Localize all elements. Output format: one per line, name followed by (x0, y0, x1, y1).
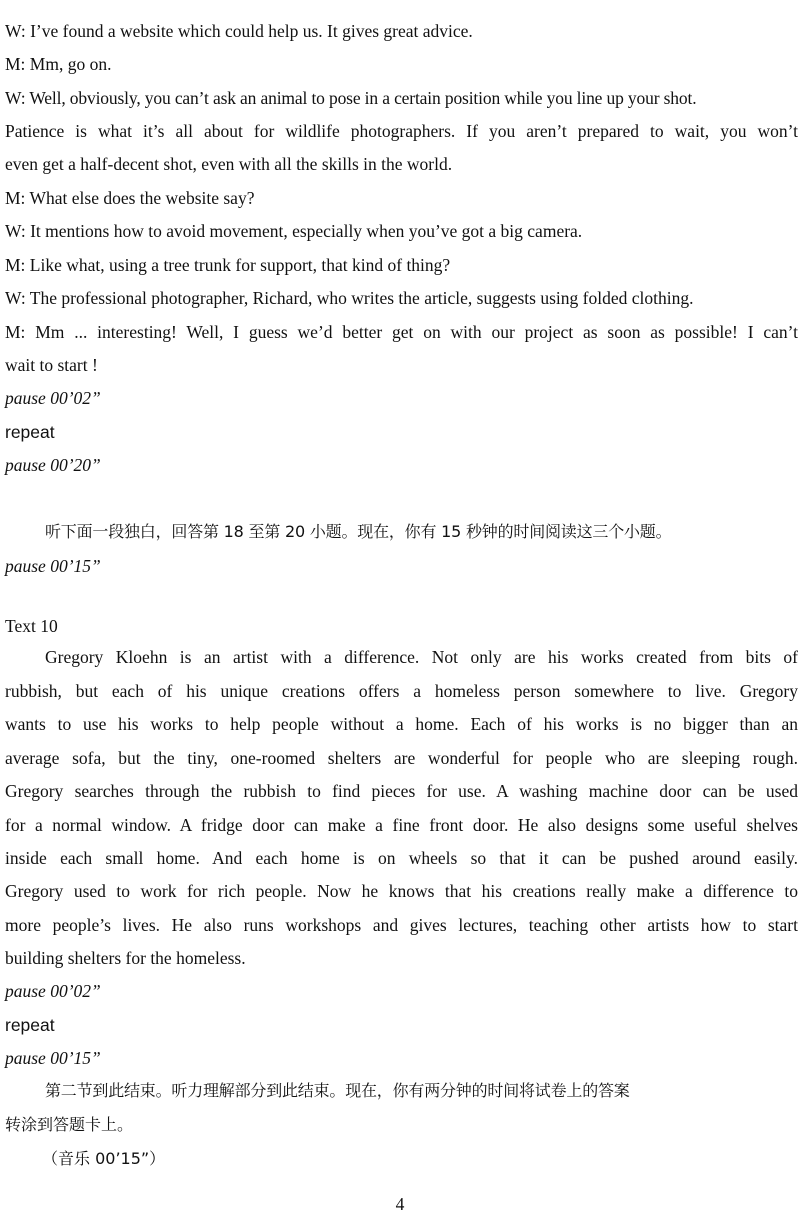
passage-line: Gregory used to work for rich people. Now he knows that his creations really make a difference to (5, 881, 798, 901)
pause-note: pause 00’15” (5, 1048, 101, 1068)
dialogue-line: W: I’ve found a website which could help us. It gives great advice. (5, 21, 473, 41)
dialogue-line: wait to start ! (5, 355, 98, 375)
passage-line: Gregory searches through the rubbish to find pieces for use. A washing machine door can be used (5, 781, 798, 801)
dialogue-line: Patience is what it’s all about for wildlife photographers. If you aren’t prepared to wait, you won’t (5, 121, 798, 141)
music-note: （音乐 00’15”） (42, 1149, 166, 1168)
page-number: 4 (395, 1194, 405, 1214)
passage-line: wants to use his works to help people without a home. Each of his works is no bigger than an (5, 714, 798, 734)
closing-text: 转涂到答题卡上。 (5, 1115, 134, 1134)
passage-line: building shelters for the homeless. (5, 948, 246, 968)
dialogue-line: W: Well, obviously, you can’t ask an animal to pose in a certain position while you line up your shot. (5, 88, 697, 108)
passage-line: more people’s lives. He also runs workshops and gives lectures, teaching other artists how to start (5, 915, 798, 935)
dialogue-line: M: Mm, go on. (5, 54, 112, 74)
passage-line: average sofa, but the tiny, one-roomed shelters are wonderful for people who are sleeping rough. (5, 748, 798, 768)
pause-note: pause 00’02” (5, 981, 101, 1001)
pause-note: pause 00’15” (5, 556, 101, 576)
passage-line: rubbish, but each of his unique creations offers a homeless person somewhere to live. Gregory (5, 681, 798, 701)
dialogue-line: W: The professional photographer, Richard, who writes the article, suggests using folded clothing. (5, 288, 694, 308)
dialogue-line: W: It mentions how to avoid movement, especially when you’ve got a big camera. (5, 221, 583, 241)
closing-text: 第二节到此结束。听力理解部分到此结束。现在，你有两分钟的时间将试卷上的答案 (45, 1081, 630, 1100)
repeat-note: repeat (5, 1015, 55, 1035)
passage-line: Gregory Kloehn is an artist with a difference. Not only are his works created from bits of (45, 647, 798, 667)
pause-note: pause 00’20” (5, 455, 101, 475)
dialogue-line: M: Mm ... interesting! Well, I guess we’d better get on with our project as soon as possible! I can’t (5, 322, 798, 342)
passage-line: for a normal window. A fridge door can make a fine front door. He also designs some useful shelves (5, 815, 798, 835)
dialogue-line: M: What else does the website say? (5, 188, 255, 208)
passage-line: inside each small home. And each home is on wheels so that it can be pushed around easily. (5, 848, 798, 868)
dialogue-line: even get a half-decent shot, even with all the skills in the world. (5, 154, 453, 174)
instruction-text: 听下面一段独白，回答第 18 至第 20 小题。现在，你有 15 秒钟的时间阅读这三个小题。 (45, 522, 672, 541)
repeat-note: repeat (5, 422, 55, 442)
pause-note: pause 00’02” (5, 388, 101, 408)
text-title: Text 10 (5, 616, 58, 636)
dialogue-line: M: Like what, using a tree trunk for support, that kind of thing? (5, 255, 451, 275)
